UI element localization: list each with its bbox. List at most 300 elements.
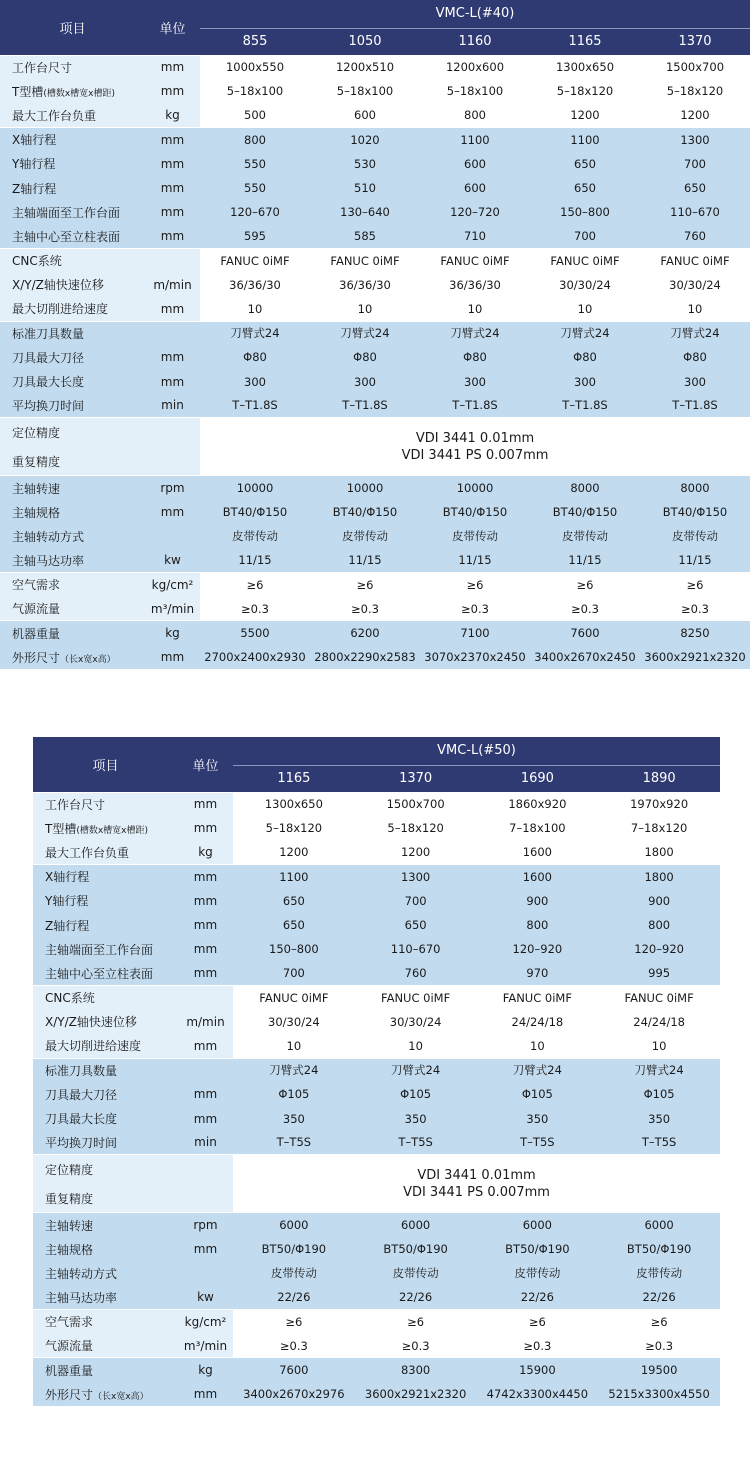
model-column-header: 1165 [233, 765, 355, 792]
spec-unit: mm [178, 1382, 233, 1406]
spec-value: 120–670 [200, 200, 310, 224]
spec-value: 5–18x120 [355, 816, 477, 840]
spec-label [0, 249, 145, 273]
spec-row [0, 345, 750, 369]
header-row [33, 737, 720, 765]
spec-label [33, 913, 178, 937]
spec-row [33, 1106, 720, 1130]
spec-row [33, 1082, 720, 1106]
spec-label [0, 548, 145, 572]
spec-value: FANUC 0iMF [200, 249, 310, 273]
spec-value: 650 [530, 176, 640, 200]
spec-unit: min [145, 394, 200, 418]
spec-unit: mm [178, 937, 233, 961]
spec-unit: mm [145, 224, 200, 248]
spec-row [33, 1334, 720, 1358]
spec-value: Φ80 [310, 345, 420, 369]
spec-label-text: 空气需求 [45, 1315, 94, 1330]
spec-value: 600 [420, 176, 530, 200]
spec-value: 120–720 [420, 200, 530, 224]
spec-unit: mm [145, 645, 200, 669]
spec-value: 8300 [355, 1358, 477, 1382]
spec-label-text: 平均换刀时间 [12, 398, 85, 413]
spec-value: 700 [530, 224, 640, 248]
spec-value: 30/30/24 [640, 273, 750, 297]
spec-label-text: 最大工作台负重 [12, 108, 97, 123]
spec-unit: mm [145, 345, 200, 369]
spec-label-text: X/Y/Z轴快速位移 [45, 1015, 137, 1030]
item-column-header: 项目 [33, 737, 178, 792]
spec-unit: mm [145, 79, 200, 103]
spec-value: 30/30/24 [355, 1010, 477, 1034]
spec-label-text: 主轴规格 [12, 505, 61, 520]
spec-row [0, 621, 750, 645]
spec-value: ≥6 [200, 573, 310, 597]
spec-value: Φ105 [477, 1082, 599, 1106]
spec-value: 1200 [233, 840, 355, 864]
spec-row [33, 1155, 720, 1184]
spec-label-text: T型槽 [45, 821, 77, 836]
spec-row [33, 816, 720, 840]
spec-label-text: 主轴端面至工作台面 [12, 205, 121, 220]
model-series-header: VMC-L(#50) [233, 737, 720, 765]
spec-label [33, 889, 178, 913]
spec-value: 510 [310, 176, 420, 200]
spec-label [0, 176, 145, 200]
spec-row [33, 1213, 720, 1237]
spec-value: 6000 [233, 1213, 355, 1237]
spec-unit: mm [178, 792, 233, 816]
spec-value: 900 [477, 889, 599, 913]
spec-value: 1100 [233, 865, 355, 889]
spec-label [33, 792, 178, 816]
spec-label-text: 重复精度 [45, 1191, 94, 1206]
spec-label-text: 气源流量 [12, 602, 61, 617]
spec-label-text: 主轴规格 [45, 1242, 94, 1257]
spec-label [33, 1261, 178, 1285]
spec-unit [145, 418, 200, 447]
spec-label-text: X轴行程 [12, 133, 57, 148]
spec-value: Φ105 [355, 1082, 477, 1106]
spec-value: 10 [640, 297, 750, 321]
spec-row [0, 224, 750, 248]
spec-row [0, 476, 750, 500]
spec-value: BT40/Φ150 [200, 500, 310, 524]
spec-unit: mm [178, 961, 233, 985]
spec-label [33, 1358, 178, 1382]
spec-unit: kg [178, 1358, 233, 1382]
spec-label [33, 937, 178, 961]
model-column-header: 1050 [310, 28, 420, 55]
spec-row [0, 394, 750, 418]
spec-value: 5–18x100 [200, 79, 310, 103]
spec-label-text: 主轴中心至立柱表面 [45, 966, 154, 981]
spec-unit: mm [178, 913, 233, 937]
spec-label-text: 主轴转速 [45, 1218, 94, 1233]
spec-value: 800 [200, 128, 310, 152]
spec-value: 650 [355, 913, 477, 937]
spec-value: 1860x920 [477, 792, 599, 816]
model-column-header: 1690 [477, 765, 599, 792]
spec-value: T–T1.8S [420, 394, 530, 418]
spec-label-text: 刀具最大刀径 [12, 350, 85, 365]
spec-label [33, 1237, 178, 1261]
spec-value: FANUC 0iMF [640, 249, 750, 273]
spec-value: 3400x2670x2976 [233, 1382, 355, 1406]
spec-label-text: Z轴行程 [45, 918, 90, 933]
spec-row [33, 937, 720, 961]
spec-unit: m/min [178, 1010, 233, 1034]
spec-row [0, 176, 750, 200]
spec-value: 7–18x100 [477, 816, 599, 840]
spec-value: 11/15 [640, 548, 750, 572]
spec-value: 650 [233, 889, 355, 913]
spec-label-text: 外形尺寸 [12, 650, 61, 665]
model-column-header: 1165 [530, 28, 640, 55]
model-column-header: 1370 [355, 765, 477, 792]
spec-value: BT50/Φ190 [355, 1237, 477, 1261]
spec-label [0, 224, 145, 248]
spec-value: 10 [530, 297, 640, 321]
spec-value: 1800 [598, 840, 720, 864]
spec-label [33, 1334, 178, 1358]
model-column-header: 855 [200, 28, 310, 55]
spec-value: 刀臂式24 [640, 321, 750, 345]
spec-value: 800 [477, 913, 599, 937]
spec-label [33, 840, 178, 864]
spec-value: 585 [310, 224, 420, 248]
spec-value: 110–670 [640, 200, 750, 224]
spec-label-text: 主轴端面至工作台面 [45, 942, 154, 957]
spec-row [0, 55, 750, 79]
model-column-header: 1890 [598, 765, 720, 792]
spec-value: 1800 [598, 865, 720, 889]
spec-value: 300 [310, 369, 420, 393]
spec-value: 1970x920 [598, 792, 720, 816]
spec-value: 970 [477, 961, 599, 985]
spec-value: Φ105 [233, 1082, 355, 1106]
spec-value: 11/15 [530, 548, 640, 572]
spec-label-text: 机器重量 [12, 626, 61, 641]
spec-unit [178, 1058, 233, 1082]
spec-label [33, 986, 178, 1010]
spec-value: 5–18x100 [420, 79, 530, 103]
spec-label-text: 主轴中心至立柱表面 [12, 229, 121, 244]
spec-row [33, 840, 720, 864]
spec-value: 1600 [477, 840, 599, 864]
spec-value: 刀臂式24 [477, 1058, 599, 1082]
spec-label [33, 1382, 178, 1406]
spec-row [33, 889, 720, 913]
spec-value: 36/36/30 [420, 273, 530, 297]
spec-value: FANUC 0iMF [530, 249, 640, 273]
spec-row [33, 1131, 720, 1155]
spec-label-text: 定位精度 [45, 1163, 94, 1178]
spec-unit: mm [178, 1082, 233, 1106]
spec-row [33, 961, 720, 985]
spec-value: 600 [420, 152, 530, 176]
spec-unit: kw [178, 1285, 233, 1309]
spec-value: 800 [420, 103, 530, 127]
spec-value: 1300 [640, 128, 750, 152]
spec-value: 1100 [420, 128, 530, 152]
table-header [33, 737, 720, 792]
spec-row [0, 297, 750, 321]
spec-label [0, 297, 145, 321]
spec-label [33, 1131, 178, 1155]
spec-value: 6000 [355, 1213, 477, 1237]
spec-value: 1500x700 [355, 792, 477, 816]
spec-unit: min [178, 1131, 233, 1155]
spec-value: 1300x650 [530, 55, 640, 79]
spec-label-text: 刀具最大长度 [12, 375, 85, 390]
spec-body [33, 792, 720, 1406]
spec-value: ≥0.3 [310, 597, 420, 621]
spec-value: 刀臂式24 [420, 321, 530, 345]
spec-value: 皮带传动 [530, 524, 640, 548]
spec-value: 3600x2921x2320 [640, 645, 750, 669]
spec-label-text: X/Y/Z轴快速位移 [12, 278, 104, 293]
spec-value: T–T1.8S [200, 394, 310, 418]
spec-value: ≥6 [233, 1310, 355, 1334]
spec-label-text: 标准刀具数量 [45, 1063, 118, 1078]
spec-value: 5–18x120 [530, 79, 640, 103]
spec-value: ≥6 [640, 573, 750, 597]
spec-value: 900 [598, 889, 720, 913]
spec-row [0, 418, 750, 447]
table-header [0, 0, 750, 55]
spec-value: 刀臂式24 [200, 321, 310, 345]
spec-label [0, 573, 145, 597]
spec-unit: kg [145, 103, 200, 127]
spec-label-text: 刀具最大刀径 [45, 1087, 118, 1102]
spec-row [0, 200, 750, 224]
model-column-header: 1160 [420, 28, 530, 55]
spec-unit: rpm [145, 476, 200, 500]
spec-row [0, 573, 750, 597]
spec-value: 995 [598, 961, 720, 985]
spec-value: 350 [355, 1106, 477, 1130]
spec-value: 1200x600 [420, 55, 530, 79]
spec-unit: kg/cm² [178, 1310, 233, 1334]
spec-value: 800 [598, 913, 720, 937]
spec-value: BT40/Φ150 [530, 500, 640, 524]
spec-value: 300 [640, 369, 750, 393]
spec-label [0, 524, 145, 548]
spec-value: 7100 [420, 621, 530, 645]
spec-value: ≥0.3 [233, 1334, 355, 1358]
spec-value: 10 [310, 297, 420, 321]
spec-unit [145, 249, 200, 273]
spec-row [0, 249, 750, 273]
spec-value: 350 [233, 1106, 355, 1130]
spec-value: 6000 [598, 1213, 720, 1237]
spec-label-text: Y轴行程 [12, 157, 56, 172]
spec-label-text: 气源流量 [45, 1339, 94, 1354]
spec-label-text: Y轴行程 [45, 894, 89, 909]
spec-row [33, 1237, 720, 1261]
precision-value [233, 1155, 720, 1213]
spec-label-text: CNC系统 [12, 254, 62, 269]
spec-label-text: 主轴转速 [12, 481, 61, 496]
spec-label-text: X轴行程 [45, 870, 90, 885]
spec-value: 120–920 [598, 937, 720, 961]
spec-value: FANUC 0iMF [598, 986, 720, 1010]
spec-label-note: （长x宽x高） [60, 654, 116, 665]
spec-value: 7600 [530, 621, 640, 645]
spec-value: 24/24/18 [598, 1010, 720, 1034]
spec-row [0, 152, 750, 176]
spec-value: FANUC 0iMF [420, 249, 530, 273]
spec-row [0, 321, 750, 345]
spec-value: 5–18x120 [640, 79, 750, 103]
spec-value: ≥6 [420, 573, 530, 597]
spec-unit: mm [145, 369, 200, 393]
spec-value: FANUC 0iMF [310, 249, 420, 273]
unit-column-header: 单位 [145, 0, 200, 55]
spec-value: 皮带传动 [233, 1261, 355, 1285]
spec-unit: kg [178, 840, 233, 864]
spec-value: FANUC 0iMF [233, 986, 355, 1010]
spec-unit: mm [178, 865, 233, 889]
spec-row [33, 913, 720, 937]
spec-value: 595 [200, 224, 310, 248]
spec-value: ≥0.3 [598, 1334, 720, 1358]
spec-label [33, 1106, 178, 1130]
spec-unit [178, 986, 233, 1010]
spec-value: 刀臂式24 [530, 321, 640, 345]
spec-value: FANUC 0iMF [477, 986, 599, 1010]
spec-value: 皮带传动 [420, 524, 530, 548]
model-column-header: 1370 [640, 28, 750, 55]
spec-value: 3070x2370x2450 [420, 645, 530, 669]
spec-label-text: 主轴马达功率 [12, 553, 85, 568]
precision-line: VDI 3441 PS 0.007mm [401, 447, 549, 463]
spec-label-text: 重复精度 [12, 454, 61, 469]
spec-unit [145, 447, 200, 476]
spec-value: 皮带传动 [598, 1261, 720, 1285]
spec-value: 600 [310, 103, 420, 127]
spec-value: 10 [598, 1034, 720, 1058]
spec-value: 110–670 [355, 937, 477, 961]
spec-label [0, 476, 145, 500]
spec-value: 22/26 [233, 1285, 355, 1309]
spec-value: 10 [355, 1034, 477, 1058]
spec-value: 24/24/18 [477, 1010, 599, 1034]
spec-value: 6200 [310, 621, 420, 645]
spec-label [33, 1010, 178, 1034]
spec-value: 皮带传动 [355, 1261, 477, 1285]
spec-value: 130–640 [310, 200, 420, 224]
spec-table-vmc-l-40 [0, 0, 750, 669]
spec-label-note: (槽数x槽宽x槽距) [43, 88, 116, 99]
spec-label-text: 平均换刀时间 [45, 1135, 118, 1150]
spec-row [33, 792, 720, 816]
spec-value: 皮带传动 [200, 524, 310, 548]
spec-label-text: 刀具最大长度 [45, 1112, 118, 1127]
spec-label [0, 394, 145, 418]
spec-label [33, 1058, 178, 1082]
spec-value: ≥0.3 [355, 1334, 477, 1358]
spec-unit: mm [178, 816, 233, 840]
spec-label-text: CNC系统 [45, 991, 95, 1006]
spec-label-note: (槽数x槽宽x槽距) [76, 825, 149, 836]
spec-unit: mm [145, 55, 200, 79]
spec-label [0, 597, 145, 621]
spec-row [0, 369, 750, 393]
spec-value: T–T5S [598, 1131, 720, 1155]
spec-label-text: 主轴马达功率 [45, 1290, 118, 1305]
spec-value: 4742x3300x4450 [477, 1382, 599, 1406]
spec-unit: kg/cm² [145, 573, 200, 597]
spec-value: Φ105 [598, 1082, 720, 1106]
spec-value: FANUC 0iMF [355, 986, 477, 1010]
spec-label-note: （长x宽x高） [93, 1391, 149, 1402]
spec-label [33, 865, 178, 889]
spec-row [0, 597, 750, 621]
spec-body [0, 55, 750, 669]
spec-value: 10000 [200, 476, 310, 500]
spec-row [0, 645, 750, 669]
spec-value: 1020 [310, 128, 420, 152]
spec-row [0, 128, 750, 152]
spec-value: BT40/Φ150 [640, 500, 750, 524]
spec-row [33, 1358, 720, 1382]
spec-value: 11/15 [310, 548, 420, 572]
spec-row [33, 1310, 720, 1334]
spec-value: 5–18x120 [233, 816, 355, 840]
spec-row [33, 1010, 720, 1034]
spec-row [33, 1034, 720, 1058]
spec-label [33, 1184, 178, 1213]
spec-unit: mm [178, 1106, 233, 1130]
spec-label [0, 369, 145, 393]
spec-value: T–T1.8S [640, 394, 750, 418]
spec-value: 1200 [640, 103, 750, 127]
spec-unit: mm [145, 176, 200, 200]
spec-unit: mm [145, 297, 200, 321]
spec-label-text: 空气需求 [12, 578, 61, 593]
spec-row [33, 865, 720, 889]
spec-value: 300 [530, 369, 640, 393]
spec-value: 650 [233, 913, 355, 937]
spec-unit: mm [178, 889, 233, 913]
spec-value: 1200 [530, 103, 640, 127]
spec-label [0, 152, 145, 176]
spec-label [0, 500, 145, 524]
spec-value: 11/15 [200, 548, 310, 572]
spec-label-text: 定位精度 [12, 426, 61, 441]
item-column-header: 项目 [0, 0, 145, 55]
spec-value: ≥6 [598, 1310, 720, 1334]
spec-value: ≥0.3 [477, 1334, 599, 1358]
spec-label [33, 1310, 178, 1334]
spec-value: 1200 [355, 840, 477, 864]
spec-label [33, 1213, 178, 1237]
precision-line: VDI 3441 PS 0.007mm [403, 1184, 550, 1200]
spec-label [0, 321, 145, 345]
spec-value: 22/26 [598, 1285, 720, 1309]
spec-value: Φ80 [530, 345, 640, 369]
spec-row [33, 1261, 720, 1285]
spec-value: 19500 [598, 1358, 720, 1382]
spec-label-text: 最大切削进给速度 [12, 302, 109, 317]
spec-label [0, 55, 145, 79]
spec-label [0, 621, 145, 645]
spec-label-text: Z轴行程 [12, 181, 57, 196]
spec-unit [145, 524, 200, 548]
spec-label [0, 79, 145, 103]
